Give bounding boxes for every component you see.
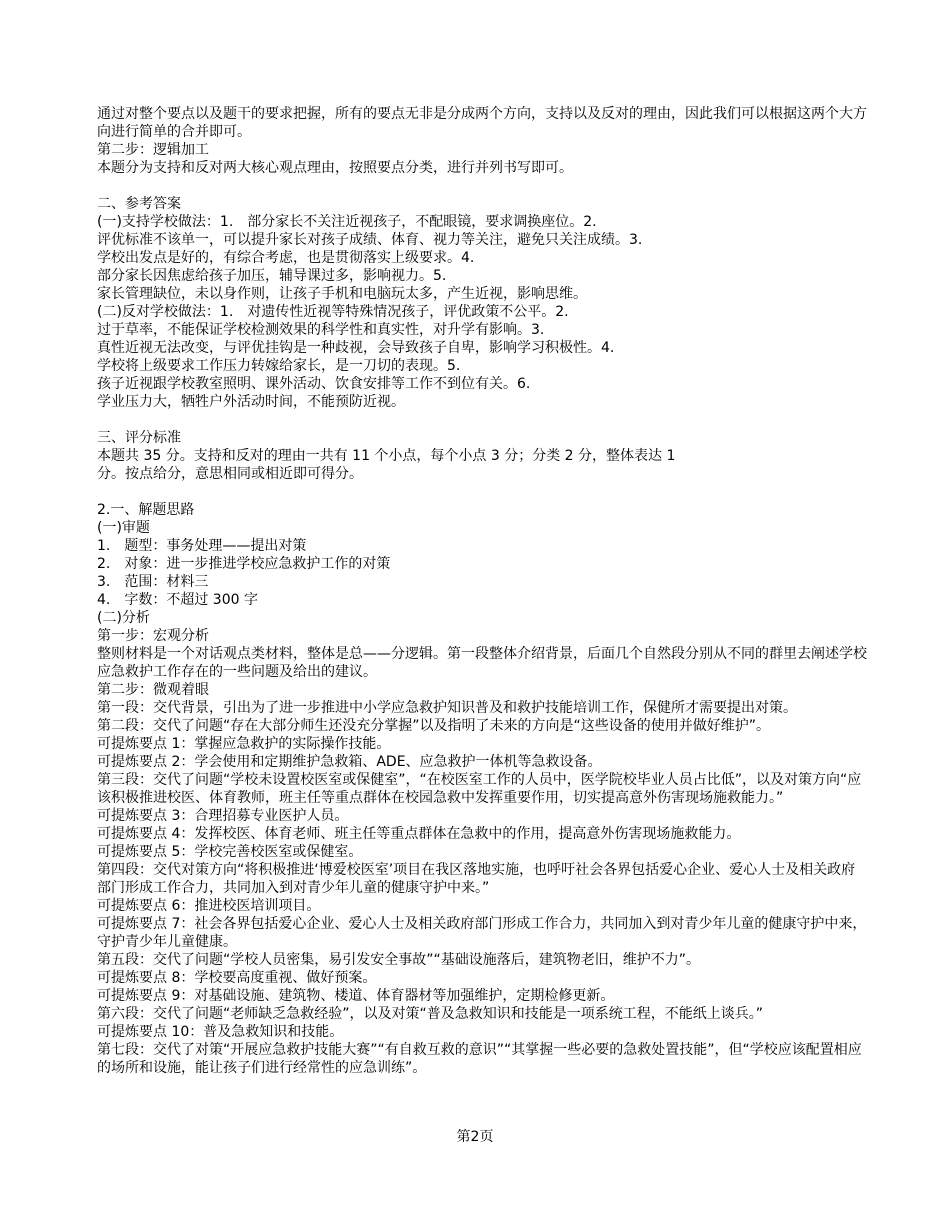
text-line: 1. 题型：事务处理——提出对策 (97, 538, 307, 554)
text-line: (二)分析 (97, 610, 150, 626)
text-line: 学校将上级要求工作压力转嫁给家长，是一刀切的表现。5. (97, 358, 461, 374)
text-line: 可提炼要点 10：普及急救知识和技能。 (97, 1024, 344, 1040)
text-line: 第四段：交代对策方向“将积极推进‘博爱校医室’项目在我区落地实施，也呼吁社会各界包括爱心企业、爱心人士及相关政府部门形成工作合力，共同加入到对青少年儿童的健康守护中来。” (97, 862, 856, 896)
text-line: 可提炼要点 8：学校要高度重视、做好预案。 (97, 970, 377, 986)
text-line: 真性近视无法改变，与评优挂钩是一种歧视，会导致孩子自卑，影响学习积极性。4. (97, 340, 615, 356)
text-line: 第一段：交代背景，引出为了进一步推进中小学应急救护知识普及和救护技能培训工作，保健所才需要提出对策。 (97, 700, 797, 716)
text-line: 可提炼要点 6：推进校医培训项目。 (97, 898, 321, 914)
text-line: 本题分为支持和反对两大核心观点理由，按照要点分类，进行并列书写即可。 (97, 160, 573, 176)
text-line: 2. 对象：进一步推进学校应急救护工作的对策 (97, 556, 391, 572)
text-line: 4. 字数：不超过 300 字 (97, 592, 258, 608)
text-line: 可提炼要点 7：社会各界包括爱心企业、爱心人士及相关政府部门形成工作合力，共同加入到对青少年儿童的健康守护中来，守护青少年儿童健康。 (97, 916, 867, 950)
text-line: 分。按点给分，意思相同或相近即可得分。 (97, 466, 363, 482)
text-line: 通过对整个要点以及题干的要求把握，所有的要点无非是分成两个方向，支持以及反对的理由，因此我们可以根据这两个大方向进行简单的合并即可。 (97, 106, 867, 140)
text-line: 第三段：交代了问题“学校未设置校医室或保健室”，“在校医室工作的人员中，医学院校毕业人员占比低”，以及对策方向“应该积极推进校医、体育教师，班主任等重点群体在校园急救中发挥重要作用，切实提高意外伤害现场施救能力。” (97, 772, 862, 806)
text-line: 3. 范围：材料三 (97, 574, 209, 590)
text-line: 部分家长因焦虑给孩子加压，辅导课过多，影响视力。5. (97, 268, 447, 284)
text-line: (一)审题 (97, 520, 150, 536)
text-line: 可提炼要点 2：学会使用和定期维护急救箱、ADE、应急救护一体机等急救设备。 (97, 754, 602, 770)
text-line: 二、参考答案 (97, 196, 181, 212)
text-line: 学校出发点是好的，有综合考虑，也是贯彻落实上级要求。4. (97, 250, 475, 266)
text-line: 家长管理缺位，未以身作则，让孩子手机和电脑玩太多，产生近视，影响思维。 (97, 286, 587, 302)
text-line: (二)反对学校做法：1. 对遗传性近视等特殊情况孩子，评优政策不公平。2. (97, 304, 569, 320)
text-line: 整则材料是一个对话观点类材料，整体是总——分逻辑。第一段整体介绍背景，后面几个自然段分别从不同的群里去阐述学校应急救护工作存在的一些问题及给出的建议。 (97, 646, 867, 680)
text-line: 第五段：交代了问题“学校人员密集，易引发安全事故”“基础设施落后，建筑物老旧，维护不力”。 (97, 952, 701, 968)
paragraph-gap (97, 483, 867, 501)
text-line: 可提炼要点 1：掌握应急救护的实际操作技能。 (97, 736, 391, 752)
paragraph-gap (97, 177, 867, 195)
text-line: 过于草率，不能保证学校检测效果的科学性和真实性，对升学有影响。3. (97, 322, 545, 338)
text-line: 孩子近视跟学校教室照明、课外活动、饮食安排等工作不到位有关。6. (97, 376, 531, 392)
text-line: 第七段：交代了对策“开展应急救护技能大赛”“有自救互救的意识”“其掌握一些必要的急救处置技能”，但“学校应该配置相应的场所和设施，能让孩子们进行经常性的应急训练”。 (97, 1042, 862, 1076)
text-line: (一)支持学校做法：1. 部分家长不关注近视孩子，不配眼镜，要求调换座位。2. (97, 214, 597, 230)
text-line: 本题共 35 分。支持和反对的理由一共有 11 个小点，每个小点 3 分；分类 2 分，整体表达 1 (97, 448, 676, 464)
text-line: 可提炼要点 3：合理招募专业医护人员。 (97, 808, 349, 824)
text-line: 学业压力大，牺牲户外活动时间，不能预防近视。 (97, 394, 405, 410)
text-line: 可提炼要点 5：学校完善校医室或保健室。 (97, 844, 363, 860)
text-line: 第二步：逻辑加工 (97, 142, 209, 158)
page-number: 第2页 (456, 1129, 494, 1145)
text-line: 第六段：交代了问题“老师缺乏急救经验”，以及对策“普及急救知识和技能是一项系统工程，不能纸上谈兵。” (97, 1006, 764, 1022)
text-line: 第一步：宏观分析 (97, 628, 209, 644)
document-body (97, 105, 867, 1077)
text-line: 2.一、解题思路 (97, 502, 195, 518)
paragraph-gap (97, 411, 867, 429)
text-line: 第二步：微观着眼 (97, 682, 209, 698)
text-line: 可提炼要点 4：发挥校医、体育老师、班主任等重点群体在急救中的作用，提高意外伤害现场施救能力。 (97, 826, 741, 842)
text-line: 评优标准不该单一，可以提升家长对孩子成绩、体育、视力等关注，避免只关注成绩。3. (97, 232, 643, 248)
text-line: 第二段：交代了问题“存在大部分师生还没充分掌握”以及指明了未来的方向是“这些设备的使用并做好维护”。 (97, 718, 771, 734)
text-line: 可提炼要点 9：对基础设施、建筑物、楼道、体育器材等加强维护，定期检修更新。 (97, 988, 615, 1004)
text-line: 三、评分标准 (97, 430, 181, 446)
